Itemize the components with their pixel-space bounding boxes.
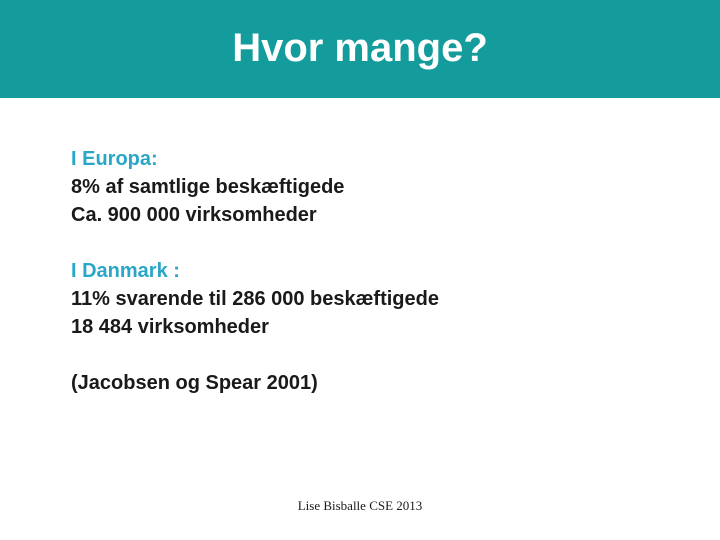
citation: (Jacobsen og Spear 2001) (71, 372, 318, 394)
section-gap (71, 229, 691, 257)
slide-footer: Lise Bisballe CSE 2013 (297, 498, 423, 513)
title-bar (0, 0, 720, 98)
section-heading-denmark: I Danmark : (71, 260, 180, 282)
denmark-line-companies: 18 484 virksomheder (71, 316, 269, 338)
section-heading-europe: I Europa: (71, 148, 158, 170)
slide-title: Hvor mange? (232, 26, 488, 70)
section-gap (71, 341, 691, 369)
slide-body (71, 145, 691, 397)
denmark-line-employees: 11% svarende til 286 000 beskæftigede (71, 288, 439, 310)
europe-line-companies: Ca. 900 000 virksomheder (71, 204, 317, 226)
europe-line-employees: 8% af samtlige beskæftigede (71, 176, 345, 198)
